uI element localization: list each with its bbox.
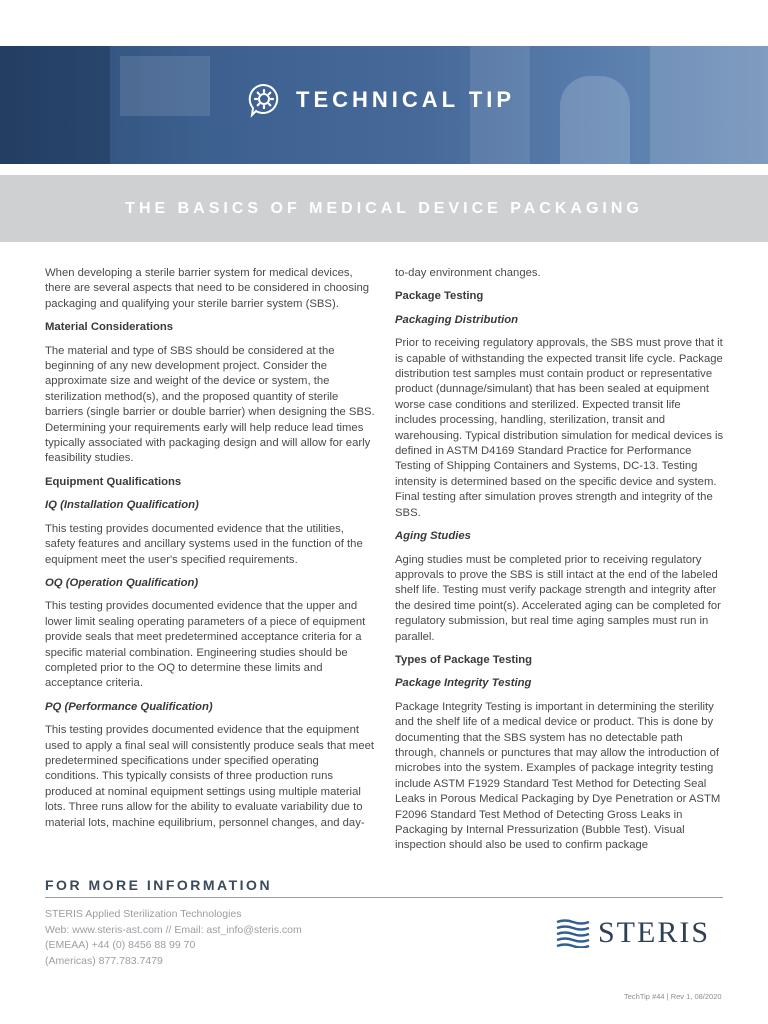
- banner-photo-shape: [0, 46, 110, 164]
- paragraph: Prior to receiving regulatory approvals, the SBS must prove that it is capable of withstanding the expected transit life cycle. Package distribution test samples must contain product or representative product (dunnage/simulant) that has been sealed at equipment worse case conditions and sterilized. Expected transit life includes processing, handling, sterilization, transit and warehousing. Typical distribution simulation for medical devices is defined in ASTM D4169 Standard Practice for Performance Testing of Shipping Containers and Systems, DC-13. Testing intensity is determined based on the specific device and system. Final testing after simulation proves strength and integrity of the SBS.: [395, 337, 724, 519]
- paragraph: This testing provides documented evidence that the utilities, safety features and ancillary systems used in the function of the equipment meet the user's specified requirements.: [45, 522, 363, 566]
- banner-photo-shape: [560, 76, 630, 164]
- right-column: [395, 266, 725, 862]
- banner-title: TECHNICAL TIP: [296, 87, 516, 112]
- subsection-heading: Aging Studies: [395, 530, 471, 543]
- section-heading: Package Testing: [395, 290, 484, 303]
- section-heading: Equipment Qualifications: [45, 475, 182, 488]
- banner-title-group: [246, 80, 515, 120]
- subsection-heading: Packaging Distribution: [395, 313, 519, 326]
- subsection-heading: Package Integrity Testing: [395, 677, 532, 690]
- subsection-heading: IQ (Installation Qualification): [45, 499, 199, 512]
- steris-wave-icon: [556, 918, 590, 948]
- phone-americas: (Americas) 877.783.7479: [45, 954, 163, 967]
- section-heading: Material Considerations: [45, 321, 174, 334]
- company-name: STERIS Applied Sterilization Technologies: [45, 908, 242, 920]
- paragraph: Package Integrity Testing is important in determining the sterility and the shelf life of a medical device or product. This is done by documenting that the SBS system has no detectable path through, channels or punctures that may allow the introduction of microbes into the system. Examples of package integrity testing include ASTM F1929 Standard Test Method for Detecting Seal Leaks in Porous Medical Packaging by Dye Penetration or ASTM F2096 Standard Test Method of Detecting Gross Leaks in Packaging by Internal Pressurization (Bubble Test). Visual inspection should also be used to confirm package: [395, 700, 721, 852]
- intro-paragraph: When developing a sterile barrier system for medical devices, there are several aspects that need to be considered in choosing packaging and qualifying your sterile barrier system (SBS).: [45, 267, 370, 310]
- logo-wordmark: STERIS: [598, 916, 711, 949]
- banner-photo-shape: [120, 56, 210, 116]
- footer-divider: [45, 897, 723, 898]
- paragraph: Aging studies must be completed prior to receiving regulatory approvals to prove the SBS is still intact at the end of the labeled shelf life. Testing must verify package strength and integrity after the desired time point(s). Accelerated aging can be completed for regulatory submission, but real time aging samples must run in parallel.: [395, 553, 721, 643]
- page-title: THE BASICS OF MEDICAL DEVICE PACKAGING: [125, 199, 643, 217]
- steris-logo: [556, 916, 710, 950]
- section-heading: Types of Package Testing: [395, 653, 533, 666]
- paragraph: The material and type of SBS should be considered at the beginning of any new development project. Consider the approximate size and weight of the device or system, the sterilization method(s), and the proposed quantity of sterile barriers (single barrier or double barrier) when designing the SBS. Determining your requirements early will help reduce lead times typically associated with packaging design and will allow for early feasibility studies.: [45, 344, 375, 465]
- web-email-link[interactable]: Web: www.steris-ast.com // Email: ast_info@steris.com: [45, 923, 302, 936]
- left-column: [45, 266, 375, 839]
- subsection-heading: OQ (Operation Qualification): [45, 576, 199, 589]
- document-title-bar: [0, 175, 768, 242]
- paragraph: This testing provides documented evidence that the equipment used to apply a final seal will consistently produce seals that meet predetermined specifications under specified operating conditions. This typically consists of three production runs produced at nominal equipment settings using multiple material lots. Three runs allow for the ability to evaluate variability due to material lots, machine equilibrium, personnel changes, and day-: [45, 724, 375, 829]
- banner-photo-shape: [650, 46, 768, 164]
- phone-emeaa: (EMEAA) +44 (0) 8456 88 99 70: [45, 939, 196, 951]
- paragraph: to-day environment changes.: [395, 267, 541, 279]
- more-info-heading: FOR MORE INFORMATION: [45, 877, 273, 893]
- contact-info: [45, 907, 302, 969]
- paragraph: This testing provides documented evidence that the upper and lower limit sealing operating parameters of a piece of equipment provide seals that meet predetermined acceptance criteria for a specific material combination. Engineering studies should be completed prior to the OQ to determine these limits and acceptance criteria.: [45, 600, 366, 690]
- gear-speech-bubble-icon: [246, 82, 282, 118]
- subsection-heading: PQ (Performance Qualification): [45, 700, 213, 713]
- header-banner: [0, 46, 768, 164]
- document-reference: TechTip #44 | Rev 1, 08/2020: [624, 992, 722, 1001]
